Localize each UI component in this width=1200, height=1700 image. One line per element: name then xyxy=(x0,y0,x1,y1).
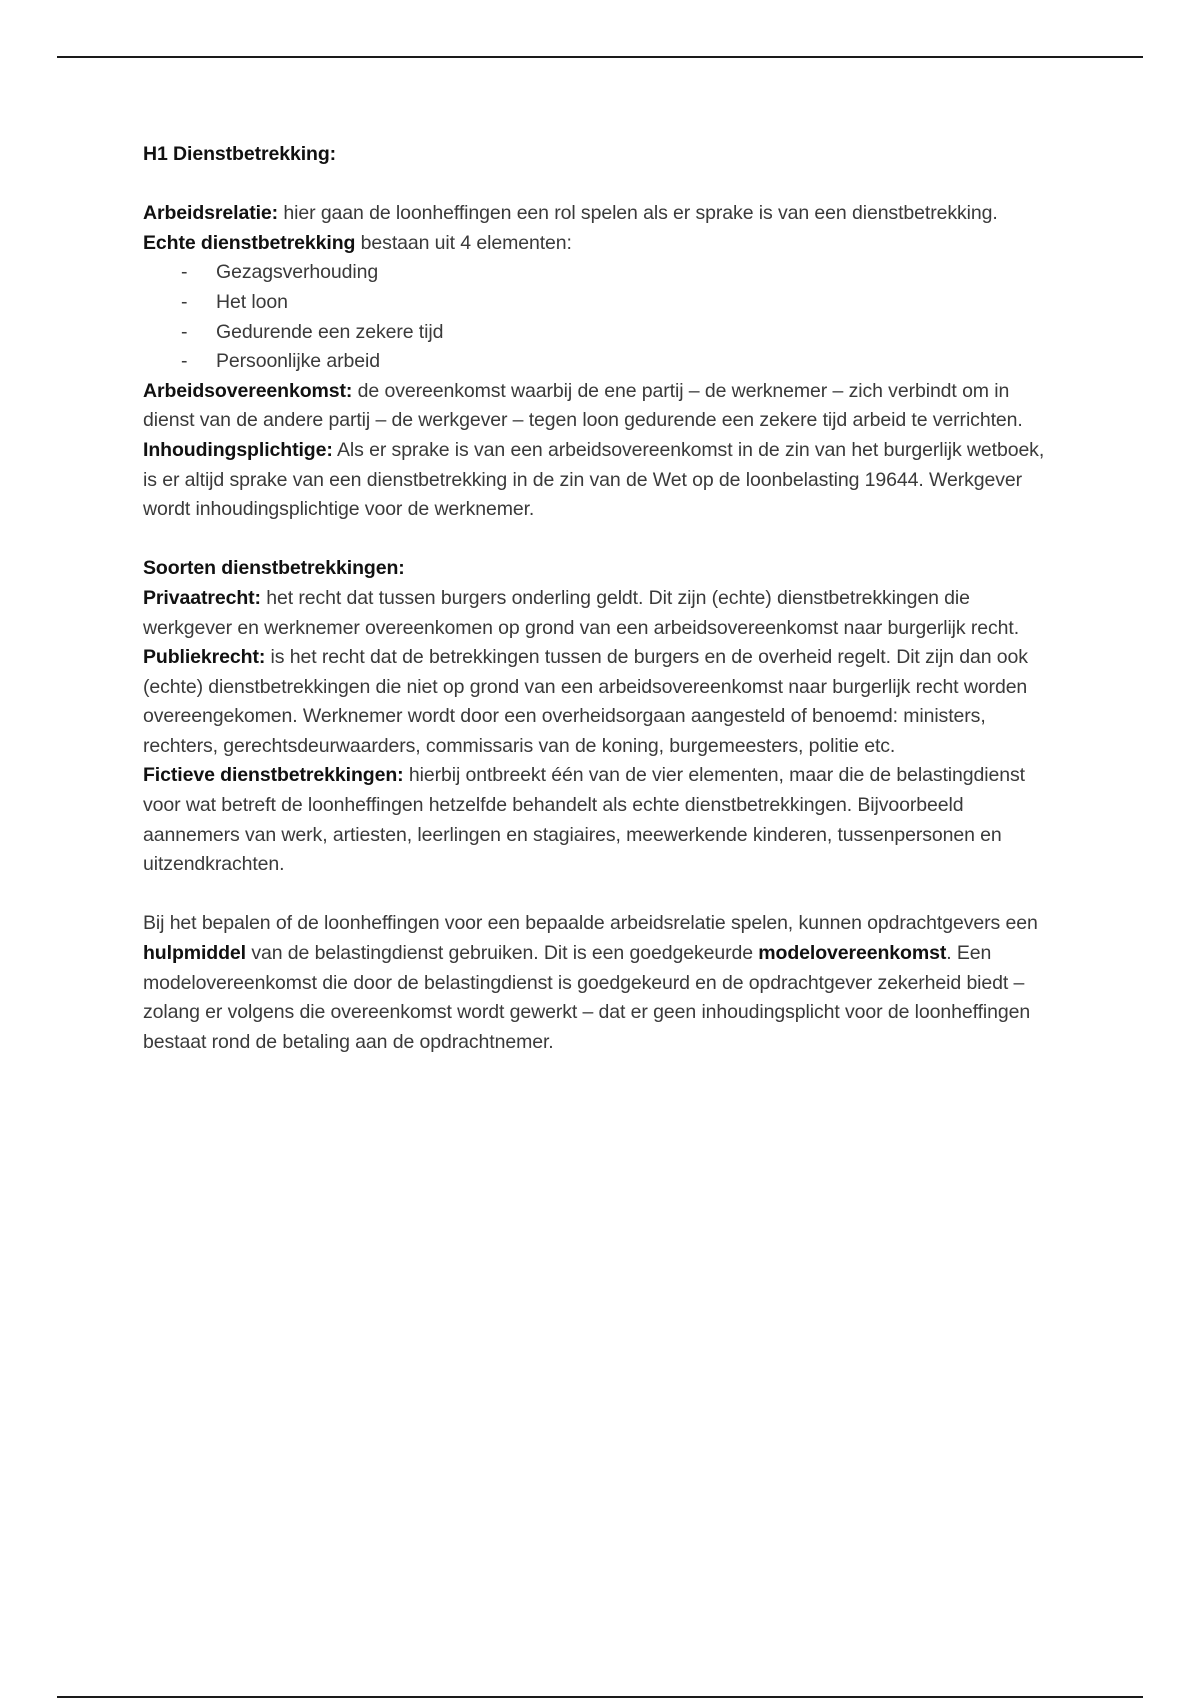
slot-paragraph: Bij het bepalen of de loonheffingen voor een bepaalde arbeidsrelatie spelen, kunnen opdrachtgevers een hulpmiddel van de belastingdienst gebruiken. Dit is een goedgekeurde modelovereenkomst. Een modelovereenkomst die door de belastingdienst is goedgekeurd en de opdrachtgever zekerheid biedt – zolang er volgens die overeenkomst wordt gewerkt – dat er geen inhoudingsplicht voor de loonheffingen bestaat rond de betaling aan de opdrachtnemer. xyxy=(143,912,1038,1053)
inhoudingsplichtige-paragraph xyxy=(143,436,1063,525)
list-item: - Gedurende een zekere tijd xyxy=(181,318,1063,348)
privaatrecht-paragraph xyxy=(143,584,1063,643)
arbeidsrelatie-paragraph xyxy=(143,199,1063,229)
echte-text: bestaan uit 4 elementen: xyxy=(355,231,572,254)
fictieve-term: Fictieve dienstbetrekkingen: xyxy=(143,764,404,787)
echte-paragraph xyxy=(143,229,1063,259)
elements-list xyxy=(143,258,1063,376)
list-item: - Gezagsverhouding xyxy=(181,258,1063,288)
soorten-heading: Soorten dienstbetrekkingen: xyxy=(143,557,405,580)
modelovereenkomst-term: modelovereenkomst xyxy=(758,942,947,965)
privaatrecht-text: het recht dat tussen burgers onderling geldt. Dit zijn (echte) dienstbetrekkingen die werkgever en werknemer overeenkomen op grond van een arbeidsovereenkomst naar burgerlijk recht. xyxy=(143,586,1020,639)
arbeidsrelatie-text: hier gaan de loonheffingen een rol spelen als er sprake is van een dienstbetrekking. xyxy=(278,202,998,225)
privaatrecht-term: Privaatrecht: xyxy=(143,586,261,609)
fictieve-text: hierbij ontbreekt één van de vier elementen, maar die de belastingdienst voor wat betreft de loonheffingen hetzelfde behandelt als echte dienstbetrekkingen. Bijvoorbeeld aannemers van werk, artiesten, leerlingen en stagiaires, meewerkende kinderen, tussenpersonen en uitzendkrachten. xyxy=(143,764,1025,876)
document-body xyxy=(143,140,1063,1057)
spacer xyxy=(143,525,1063,555)
arbeidsrelatie-term: Arbeidsrelatie: xyxy=(143,202,279,225)
spacer xyxy=(143,170,1063,200)
dash-bullet: - xyxy=(181,290,188,313)
footer-rule xyxy=(57,1696,1143,1698)
dash-bullet: - xyxy=(181,261,188,284)
dash-bullet: - xyxy=(181,320,188,343)
hulpmiddel-term: hulpmiddel xyxy=(143,942,246,965)
inhoudingsplichtige-text: Als er sprake is van een arbeidsovereenkomst in de zin van het burgerlijk wetboek, is er altijd sprake van een dienstbetrekking in de zin van de Wet op de loonbelasting 19644. Werkgever wordt inhoudingsplichtige voor de werknemer. xyxy=(143,438,1045,521)
publiekrecht-term: Publiekrecht: xyxy=(143,646,266,669)
arbeidsovereenkomst-text: de overeenkomst waarbij de ene partij – de werknemer – zich verbindt om in dienst van de andere partij – de werkgever – tegen loon gedurende een zekere tijd arbeid te verrichten. xyxy=(143,379,1023,432)
arbeidsovereenkomst-paragraph xyxy=(143,377,1063,436)
publiekrecht-text: is het recht dat de betrekkingen tussen de burgers en de overheid regelt. Dit zijn dan ook (echte) dienstbetrekkingen die niet op grond van een arbeidsovereenkomst naar burgerlijk recht worden overeengekomen. Werknemer wordt door een overheidsorgaan aangesteld of benoemd: ministers, rechters, gerechtsdeurwaarders, commissaris van de koning, burgemeesters, politie etc. xyxy=(143,646,1028,757)
inhoudingsplichtige-term: Inhoudingsplichtige: xyxy=(143,438,333,461)
list-item: - Persoonlijke arbeid xyxy=(181,347,1063,377)
fictieve-paragraph xyxy=(143,761,1063,879)
arbeidsovereenkomst-term: Arbeidsovereenkomst: xyxy=(143,379,353,402)
header-rule xyxy=(57,56,1143,58)
spacer xyxy=(143,880,1063,910)
list-item: - Het loon xyxy=(181,288,1063,318)
echte-term: Echte dienstbetrekking xyxy=(143,231,356,254)
dash-bullet: - xyxy=(181,350,188,373)
publiekrecht-paragraph xyxy=(143,643,1063,761)
page-heading: H1 Dienstbetrekking: xyxy=(143,143,337,165)
